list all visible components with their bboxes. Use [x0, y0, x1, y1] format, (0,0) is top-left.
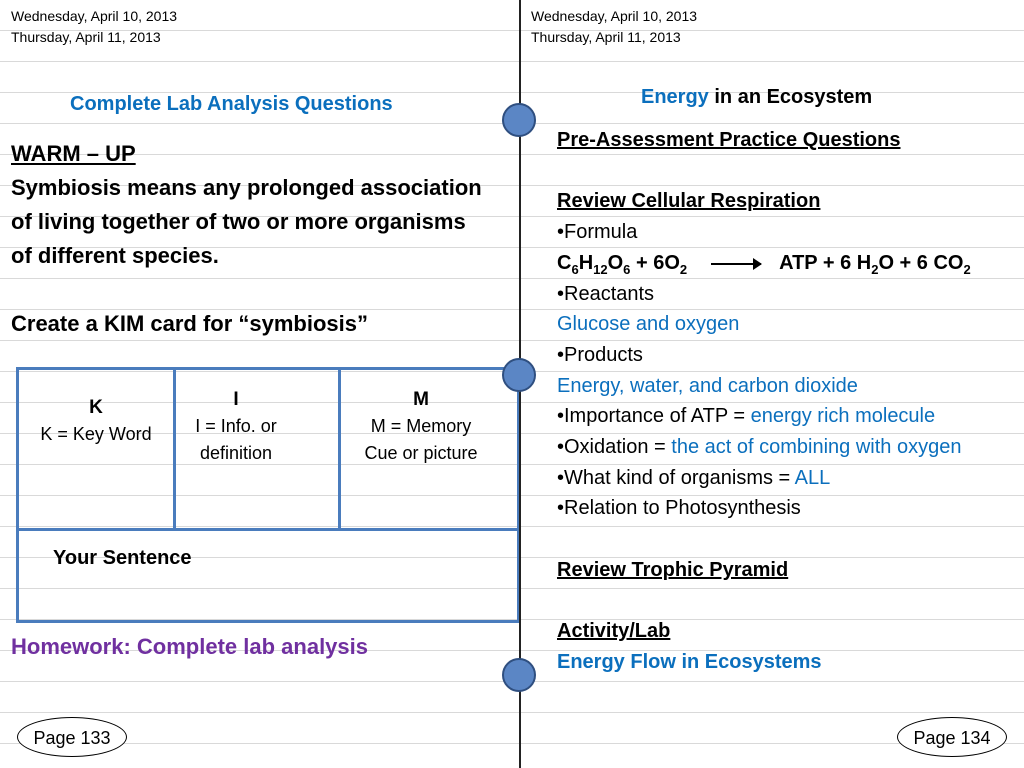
atp-value: energy rich molecule [750, 405, 936, 428]
formula-h: H [578, 251, 594, 274]
kim-m-text-2: Cue or picture [364, 443, 478, 463]
formula-o-sub: 6 [623, 261, 631, 277]
right-page-title [641, 86, 872, 109]
warm-up-section [11, 137, 491, 341]
kim-m-heading: M [413, 389, 429, 410]
oxidation-value: the act of combining with oxygen [671, 436, 962, 459]
formula-arrow-icon [711, 263, 761, 265]
activity-lab-value: Energy Flow in Ecosystems [557, 650, 822, 673]
kim-k-heading: K [89, 397, 103, 418]
formula-o2-sub: 2 [679, 261, 688, 277]
reactants-value: Glucose and oxygen [557, 313, 740, 336]
pre-assessment-heading: Pre-Assessment Practice Questions [557, 129, 901, 151]
products-label: •Products [557, 343, 643, 366]
formula-h-sub: 12 [593, 261, 608, 277]
right-page-number: Page 134 [897, 717, 1007, 757]
binder-ring-3 [502, 658, 536, 692]
formula-c-sub: 6 [571, 261, 579, 277]
right-title-energy: Energy [641, 86, 709, 108]
oxidation-label: •Oxidation = [557, 436, 672, 459]
right-date-block [531, 6, 697, 48]
formula-o: O [607, 251, 624, 274]
left-page-title: Complete Lab Analysis Questions [70, 93, 393, 115]
kim-i-text-2: definition [199, 443, 273, 463]
warm-up-heading: WARM – UP [11, 141, 136, 166]
relation-photosynthesis: •Relation to Photosynthesis [557, 497, 801, 520]
formula-h2o-sub: 2 [871, 261, 879, 277]
right-notes [557, 125, 1012, 678]
kim-i-text-1: I = Info. or [195, 416, 277, 436]
homework-text: Homework: Complete lab analysis [11, 634, 368, 659]
right-date-2: Thursday, April 11, 2013 [531, 29, 681, 45]
atp-importance [557, 401, 1012, 432]
respiration-formula [557, 248, 1012, 279]
kim-i-heading: I [233, 389, 239, 410]
formula-co2: O + 6 CO [878, 251, 964, 274]
left-date-1: Wednesday, April 10, 2013 [11, 8, 178, 24]
organisms-value: ALL [794, 466, 831, 489]
review-cellular-respiration-heading: Review Cellular Respiration [557, 190, 821, 213]
formula-plus-o2: + 6O [630, 251, 680, 274]
right-date-1: Wednesday, April 10, 2013 [531, 8, 698, 24]
kim-cell-i [176, 370, 296, 544]
kim-sentence-label: Your Sentence [53, 547, 192, 569]
organisms [557, 463, 1012, 494]
oxidation [557, 432, 1012, 463]
left-date-block [11, 6, 177, 48]
kim-k-text: K = Key Word [40, 424, 152, 444]
formula-atp: ATP + 6 H [779, 251, 872, 274]
reactants-label: •Reactants [557, 282, 655, 305]
formula-c: C [557, 251, 572, 274]
left-date-2: Thursday, April 11, 2013 [11, 29, 161, 45]
kim-m-text-1: M = Memory [370, 416, 472, 436]
right-title-rest: in an Ecosystem [708, 86, 873, 108]
formula-label: •Formula [557, 221, 638, 244]
kim-cell-k [19, 370, 173, 552]
kim-instruction: Create a KIM card for “symbiosis” [11, 311, 369, 336]
warm-up-text: Symbiosis means any prolonged association of living together of two or more organisms of different species. [11, 175, 482, 268]
binder-ring-2 [502, 358, 536, 392]
binder-ring-1 [502, 103, 536, 137]
activity-lab-heading: Activity/Lab [557, 620, 671, 643]
formula-co2-sub: 2 [963, 261, 971, 277]
review-trophic-pyramid-heading: Review Trophic Pyramid [557, 558, 789, 581]
kim-cell-m [341, 370, 501, 544]
left-page-number: Page 133 [17, 717, 127, 757]
products-value: Energy, water, and carbon dioxide [557, 374, 858, 397]
kim-card [16, 367, 520, 623]
atp-label: •Importance of ATP = [557, 405, 751, 428]
organisms-label: •What kind of organisms = [557, 466, 795, 489]
